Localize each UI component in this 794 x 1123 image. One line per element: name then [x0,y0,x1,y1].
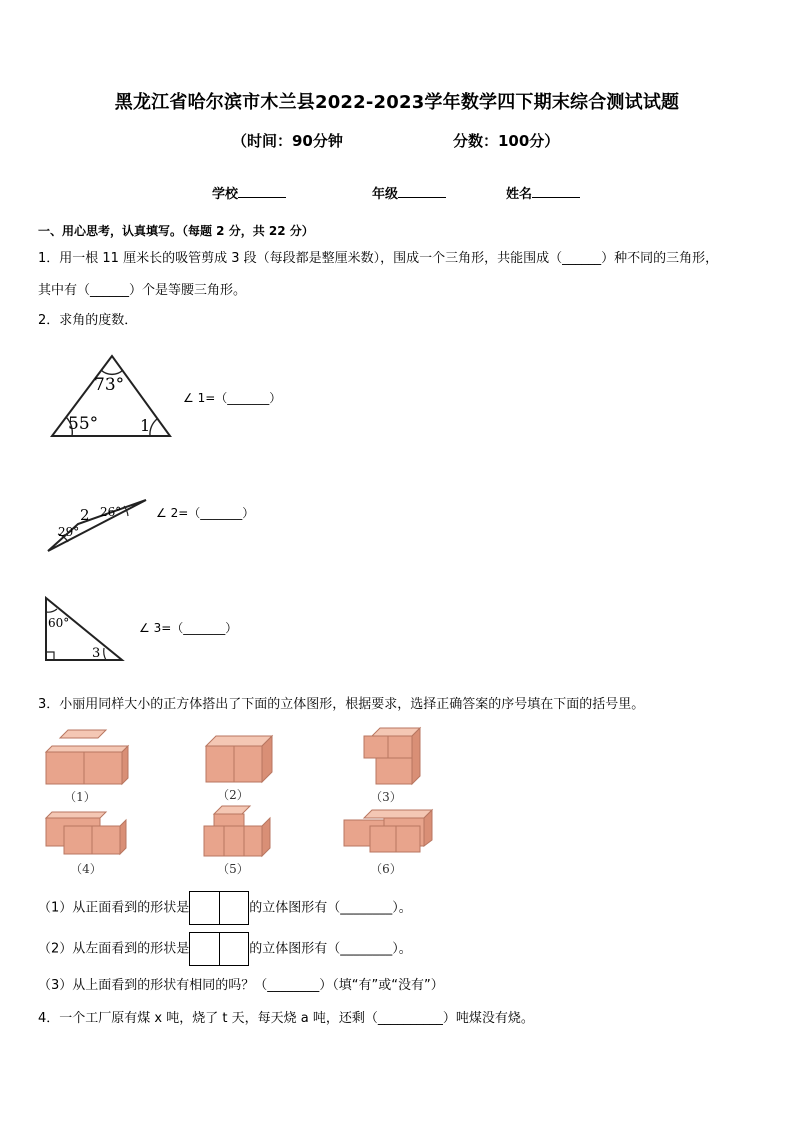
school-blank[interactable] [238,185,286,198]
q3-sub1-after[interactable]: 的立体图形有（________）。 [249,900,412,916]
q3-stem: 3．小丽用同样大小的正方体搭出了下面的立体图形，根据要求，选择正确答案的序号填在下面的括号里。 [38,697,645,712]
triangle-3-figure [40,594,128,666]
name-label: 姓名 [506,187,533,202]
left-view-shape [189,932,249,966]
name-blank[interactable] [532,185,580,198]
q3-sub1-before: （1）从正面看到的形状是 [38,900,190,916]
front-view-shape [189,891,249,925]
t1-answer[interactable]: ∠ 1=（_______） [183,391,282,405]
q3-sub2-after[interactable]: 的立体图形有（________）。 [249,941,412,957]
q4-text[interactable]: 4．一个工厂原有煤 x 吨，烧了 t 天，每天烧 a 吨，还剩（__________）吨煤没有烧。 [38,1011,534,1026]
grade-field[interactable] [372,183,446,202]
grade-blank[interactable] [398,185,446,198]
q3-sub2 [38,932,412,967]
t3-answer[interactable]: ∠ 3=（_______） [139,621,238,635]
section-heading: 一、用心思考，认真填写。（每题 2 分，共 22 分） [38,224,314,238]
q3-sub2-before: （2）从左面看到的形状是 [38,941,190,957]
score-label: 分数：100分） [453,132,560,150]
exam-title: 黑龙江省哈尔滨市木兰县2022-2023学年数学四下期末综合测试试题 [114,92,680,113]
t1-angle-left: 55° [68,414,99,434]
q3-sub3[interactable]: （3）从上面看到的形状有相同的吗？（________）（填“有”或“没有”） [38,978,444,993]
solid-6 [344,810,432,852]
solid-1 [46,730,128,784]
t2-answer[interactable]: ∠ 2=（_______） [156,506,255,520]
solid-5 [204,806,270,856]
q2-stem: 2．求角的度数． [38,313,138,328]
caption-6: （6） [370,862,402,876]
solid-4 [46,812,126,854]
triangle-2-figure [44,496,152,556]
t2-angle-num: 2 [80,506,90,524]
q3-sub1 [38,891,412,926]
school-field[interactable] [212,183,286,202]
caption-4: （4） [70,862,102,876]
caption-2: （2） [217,788,249,802]
t3-angle-right: 3 [92,646,101,661]
grade-label: 年级 [372,187,399,202]
name-field[interactable] [506,183,580,202]
time-label: （时间：90分钟 [232,132,343,150]
solid-2 [206,736,272,782]
t1-angle-top: 73° [94,375,125,395]
q1-line2: 其中有（______）个是等腰三角形。 [38,283,247,298]
q1-line1: 1．用一根 11 厘米长的吸管剪成 3 段（每段都是整厘米数），围成一个三角形，共能围成（______）种不同的三角形， [38,251,719,266]
caption-1: （1） [64,790,96,804]
school-label: 学校 [212,187,239,202]
caption-5: （5） [217,862,249,876]
triangle-1-figure [46,352,176,444]
t3-angle-top: 60° [48,616,70,630]
t2-angle-left: 29° [58,525,80,539]
solid-3 [364,728,420,784]
caption-3: （3） [370,790,402,804]
t2-angle-top: 26° [100,505,122,519]
t1-angle-right: 1 [140,416,151,435]
